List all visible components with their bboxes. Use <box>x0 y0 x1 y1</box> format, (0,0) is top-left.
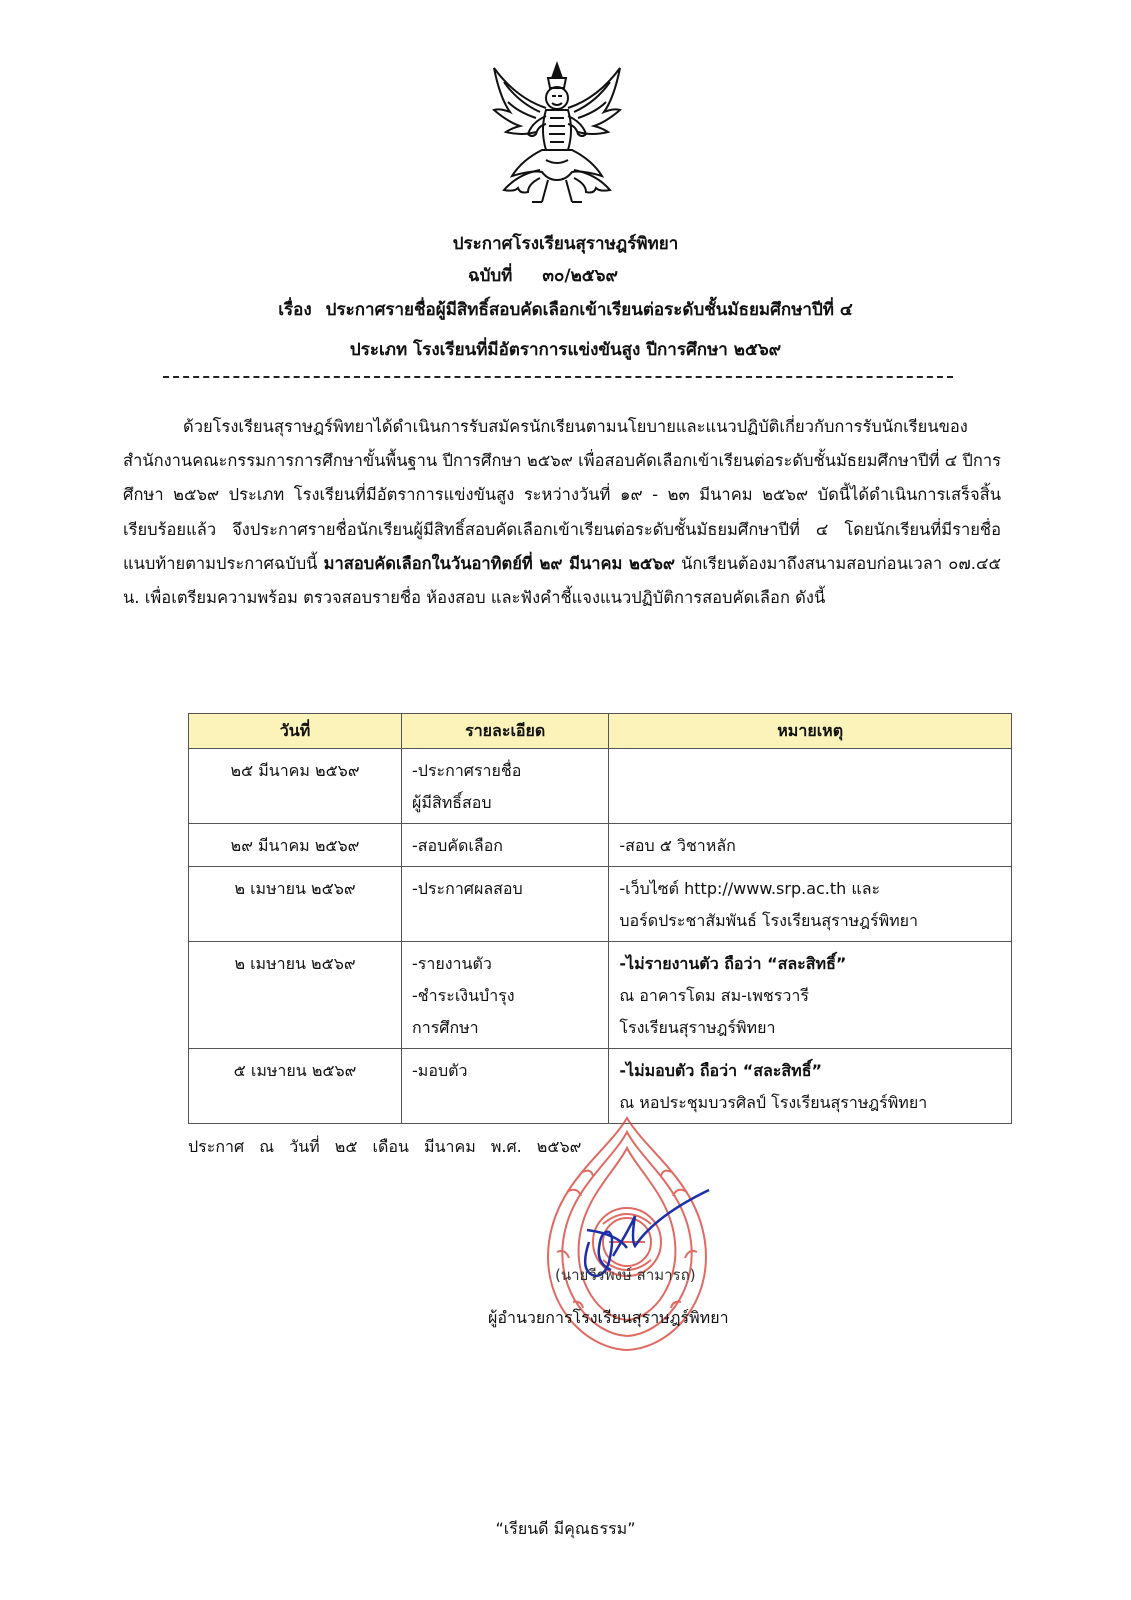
detail-line: -ประกาศรายชื่อ <box>412 761 522 780</box>
body-paragraph <box>123 410 1001 615</box>
detail-line: -มอบตัว <box>412 1061 468 1080</box>
signer-position: ผู้อำนวยการโรงเรียนสุราษฎร์พิทยา <box>488 1308 729 1327</box>
announce-label: ประกาศ <box>188 1137 245 1156</box>
row-detail <box>402 867 609 942</box>
announce-at: ณ <box>259 1137 275 1156</box>
page-title: ประกาศโรงเรียนสุราษฎร์พิทยา <box>452 234 679 254</box>
body-text-2: นักเรียนต้องมาถึงสนามสอบก่อนเวลา ๐๗.๔๕ น. เพื่อเตรียมความพร้อม ตรวจสอบรายชื่อ ห้องสอบ และฟังคำชี้แจงแนวปฏิบัติการสอบคัดเลือก ดังนี้ <box>123 553 1001 608</box>
note-warning: -ไม่มอบตัว ถือว่า “สละสิทธิ์” <box>619 1061 822 1080</box>
row-date: ๒๙ มีนาคม ๒๕๖๙ <box>189 824 402 867</box>
detail-line: ผู้มีสิทธิ์สอบ <box>412 793 492 812</box>
detail-line: การศึกษา <box>412 1018 479 1037</box>
note-line: บอร์ดประชาสัมพันธ์ โรงเรียนสุราษฎร์พิทยา <box>619 911 919 930</box>
subject-line <box>0 296 1131 323</box>
table-header-row <box>189 714 1012 749</box>
announce-month: มีนาคม <box>424 1137 476 1156</box>
detail-line: -ประกาศผลสอบ <box>412 879 523 898</box>
table-row <box>189 942 1012 1049</box>
row-date: ๒๕ มีนาคม ๒๕๖๙ <box>189 749 402 824</box>
note-line: -เว็บไซต์ http://www.srp.ac.th และ <box>619 879 881 898</box>
row-detail <box>402 824 609 867</box>
issue-number: ๓๐/๒๕๖๙ <box>542 266 618 286</box>
row-note <box>609 942 1012 1049</box>
signer-name: (นายวีรพงษ์ สามารถ) <box>555 1266 696 1284</box>
garuda-emblem-icon <box>482 60 632 208</box>
table-row <box>189 824 1012 867</box>
subject-text: ประกาศรายชื่อผู้มีสิทธิ์สอบคัดเลือกเข้าเรียนต่อระดับชั้นมัธยมศึกษาปีที่ ๔ <box>325 300 853 320</box>
header-note: หมายเหตุ <box>609 714 1012 749</box>
row-date: ๒ เมษายน ๒๕๖๙ <box>189 942 402 1049</box>
row-note <box>609 749 1012 824</box>
announce-month-label: เดือน <box>372 1137 409 1156</box>
row-note <box>609 867 1012 942</box>
note-line: -สอบ ๕ วิชาหลัก <box>619 836 736 855</box>
schedule-table <box>188 713 1012 1124</box>
row-date: ๒ เมษายน ๒๕๖๙ <box>189 867 402 942</box>
note-line: โรงเรียนสุราษฎร์พิทยา <box>619 1018 776 1037</box>
row-date: ๕ เมษายน ๒๕๖๙ <box>189 1049 402 1124</box>
announce-day: ๒๕ <box>334 1137 358 1156</box>
detail-line: -ชำระเงินบำรุง <box>412 986 515 1005</box>
issue-label: ฉบับที่ <box>468 266 513 286</box>
detail-line: -รายงานตัว <box>412 954 492 973</box>
announce-year: ๒๕๖๙ <box>536 1137 582 1156</box>
note-warning: -ไม่รายงานตัว ถือว่า “สละสิทธิ์” <box>619 954 847 973</box>
body-text-bold: มาสอบคัดเลือกในวันอาทิตย์ที่ ๒๙ มีนาคม ๒๕๖๙ <box>323 553 675 573</box>
note-line: ณ หอประชุมบวรศิลป์ โรงเรียนสุราษฎร์พิทยา <box>619 1093 928 1112</box>
dashed-divider <box>163 376 953 378</box>
header-date: วันที่ <box>189 714 402 749</box>
announce-date-label: วันที่ <box>289 1137 320 1156</box>
subject-line-2: ประเภท โรงเรียนที่มีอัตราการแข่งขันสูง ปีการศึกษา ๒๕๖๙ <box>349 340 782 360</box>
announce-year-label: พ.ศ. <box>490 1137 522 1156</box>
issue-line <box>468 262 618 289</box>
subject-label: เรื่อง <box>278 300 312 320</box>
body-text-1: ด้วยโรงเรียนสุราษฎร์พิทยาได้ดำเนินการรับสมัครนักเรียนตามนโยบายและแนวปฏิบัติเกี่ยวกับการรับนักเรียนของสำนักงานคณะกรรมการการศึกษาขั้นพื้นฐาน ปีการศึกษา ๒๕๖๙ เพื่อสอบคัดเลือกเข้าเรียนต่อระดับชั้นมัธยมศึกษาปีที่ ๔ ปีการศึกษา ๒๕๖๙ ประเภท โรงเรียนที่มีอัตราการแข่งขันสูง ระหว่างวันที่ ๑๙ - ๒๓ มีนาคม ๒๕๖๙ บัดนี้ได้ดำเนินการเสร็จสิ้นเรียบร้อยแล้ว จึงประกาศรายชื่อนักเรียนผู้มีสิทธิ์สอบคัดเลือกเข้าเรียนต่อระดับชั้นมัธยมศึกษาปีที่ ๔ โดยนักเรียนที่มีรายชื่อแนบท้ายตามประกาศฉบับนี้ <box>123 417 1002 573</box>
row-note <box>609 824 1012 867</box>
header-detail: รายละเอียด <box>402 714 609 749</box>
table-row <box>189 867 1012 942</box>
row-detail <box>402 942 609 1049</box>
note-line: ณ อาคารโดม สม-เพชรวารี <box>619 986 809 1005</box>
row-detail <box>402 749 609 824</box>
table-row <box>189 749 1012 824</box>
detail-line: -สอบคัดเลือก <box>412 836 503 855</box>
school-motto: “เรียนดี มีคุณธรรม” <box>495 1519 636 1538</box>
